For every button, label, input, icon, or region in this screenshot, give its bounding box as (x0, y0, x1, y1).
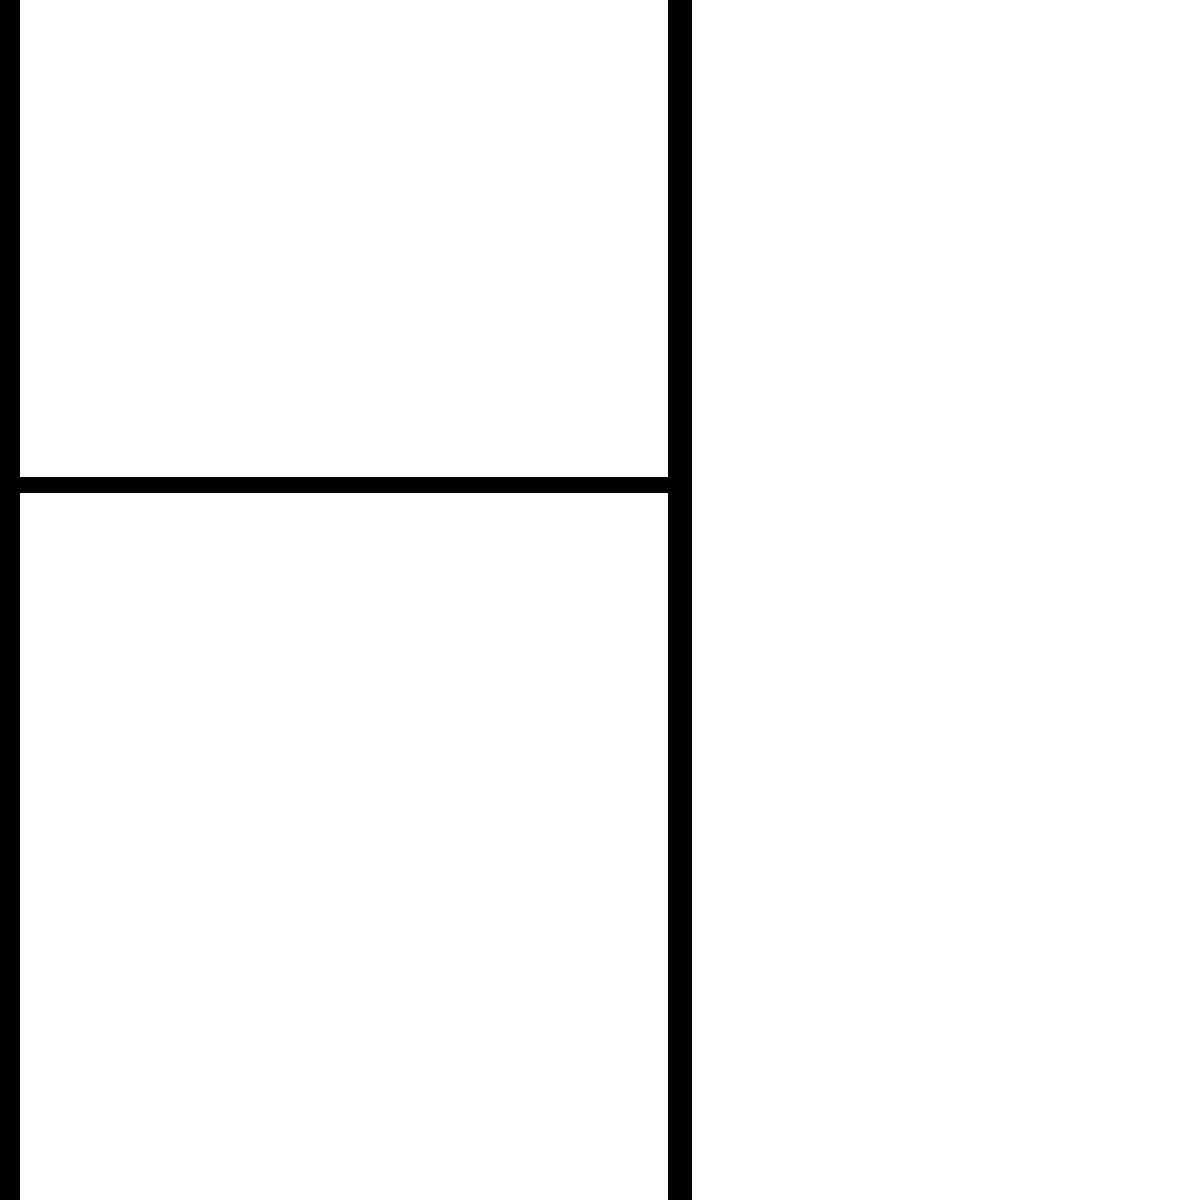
bottom-page-scan (20, 493, 668, 1200)
book-cover (692, 0, 1200, 1200)
top-page-scan (20, 0, 668, 477)
